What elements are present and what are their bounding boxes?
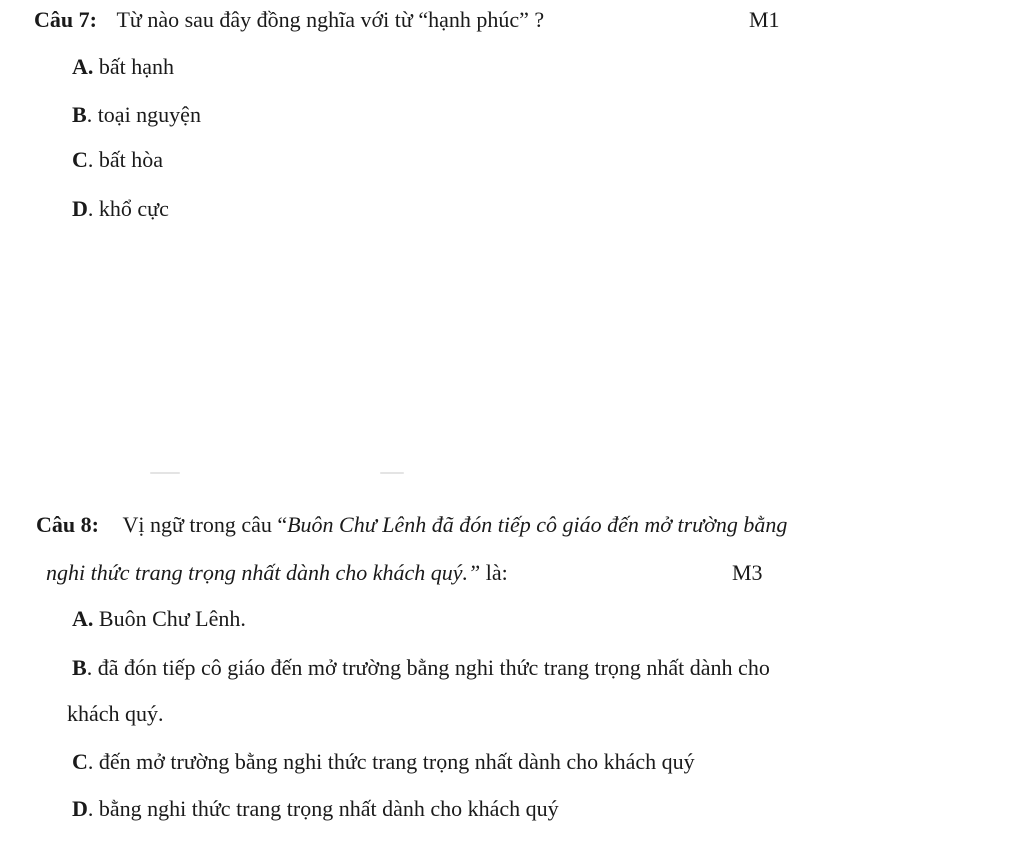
option-text: . toại nguyện bbox=[86, 102, 201, 127]
question-8-level: M3 bbox=[732, 560, 763, 585]
question-8-text-prefix: Vị ngữ trong câu “ bbox=[122, 512, 288, 537]
question-8-heading-line2 bbox=[46, 559, 508, 587]
question-8-option-b-continuation: khách quý. bbox=[67, 701, 164, 726]
option-text: . bất hòa bbox=[87, 147, 164, 172]
question-7-text: Từ nào sau đây đồng nghĩa với từ “hạnh phúc” ? bbox=[116, 7, 545, 32]
question-7-heading bbox=[34, 6, 544, 34]
option-letter: A. bbox=[72, 54, 94, 79]
option-letter: C bbox=[72, 749, 88, 774]
option-text: . bằng nghi thức trang trọng nhất dành cho khách quý bbox=[87, 796, 559, 821]
question-7-label: Câu 7: bbox=[34, 7, 97, 32]
option-text: . khổ cực bbox=[87, 196, 169, 221]
question-7-option-b bbox=[72, 101, 201, 129]
option-letter: A. bbox=[72, 606, 94, 631]
question-7-level: M1 bbox=[749, 7, 780, 32]
option-letter: B bbox=[72, 102, 87, 127]
scan-smudge bbox=[150, 472, 180, 474]
question-8-option-c bbox=[72, 748, 695, 776]
question-8-option-d bbox=[72, 795, 559, 823]
option-letter: C bbox=[72, 147, 88, 172]
question-8-heading bbox=[36, 511, 787, 539]
question-7-option-c bbox=[72, 146, 163, 174]
option-text: bất hạnh bbox=[93, 54, 175, 79]
option-text: . đã đón tiếp cô giáo đến mở trường bằng nghi thức trang trọng nhất dành cho bbox=[86, 655, 770, 680]
question-8-label: Câu 8: bbox=[36, 512, 99, 537]
question-8-text-suffix: là: bbox=[480, 560, 508, 585]
option-text: . đến mở trường bằng nghi thức trang trọng nhất dành cho khách quý bbox=[87, 749, 695, 774]
question-8-quote-line1: Buôn Chư Lênh đã đón tiếp cô giáo đến mở trường bằng bbox=[287, 512, 788, 537]
question-7-option-a bbox=[72, 53, 174, 81]
question-8-option-a bbox=[72, 605, 246, 633]
option-letter: D bbox=[72, 796, 88, 821]
question-8-option-b bbox=[72, 654, 770, 682]
option-text: Buôn Chư Lênh. bbox=[93, 606, 246, 631]
question-7-option-d bbox=[72, 195, 169, 223]
question-8-quote-line2: nghi thức trang trọng nhất dành cho khách quý.” bbox=[46, 560, 481, 585]
scan-smudge bbox=[380, 472, 404, 474]
option-letter: B bbox=[72, 655, 87, 680]
option-letter: D bbox=[72, 196, 88, 221]
